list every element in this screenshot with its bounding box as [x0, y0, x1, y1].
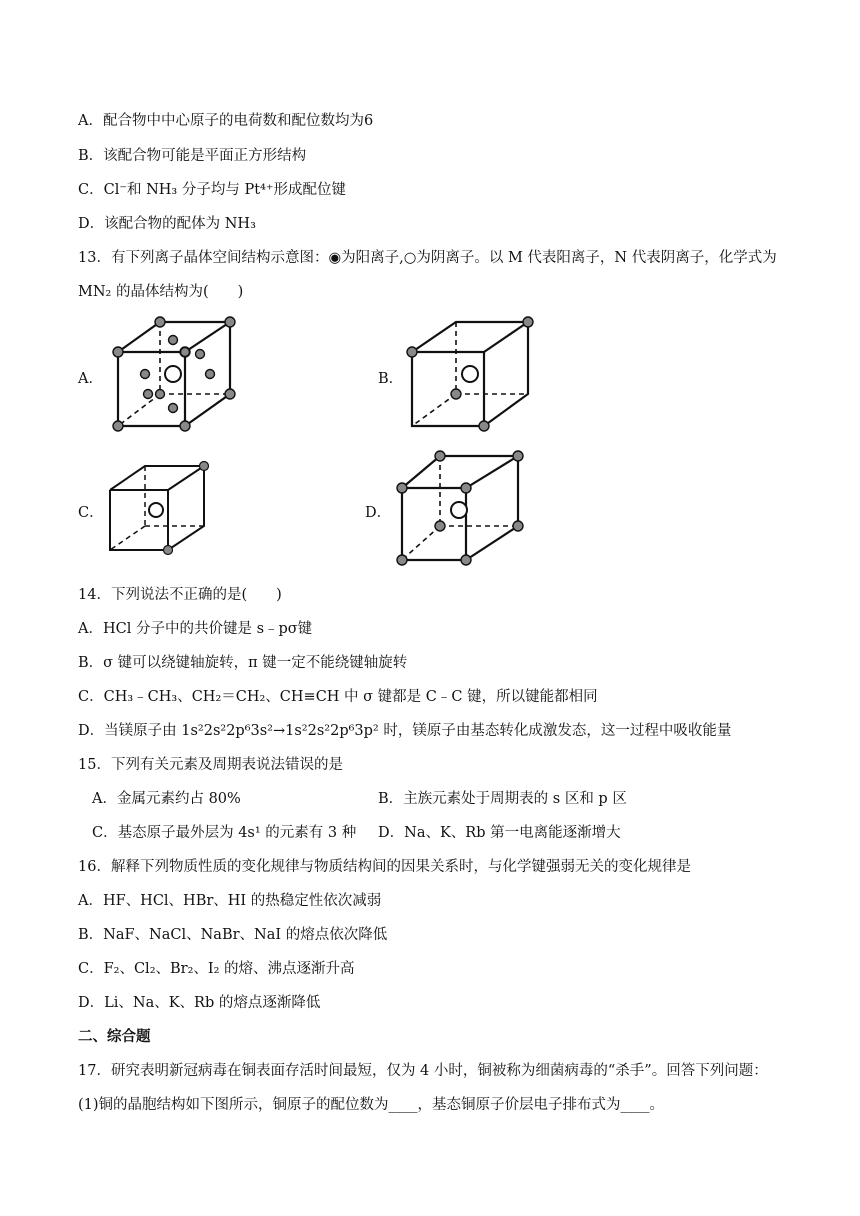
q12-option-a: A．配合物中中心原子的电荷数和配位数均为6	[78, 113, 374, 129]
q17-sub1: (1)铜的晶胞结构如下图所示，铜原子的配位数为____，基态铜原子价层电子排布式为____。	[78, 1097, 665, 1113]
q14-option-d: D．当镁原子由 1s²2s²2p⁶3s²→1s²2s²2p⁶3p² 时，镁原子由基态转化成激发态，这一过程中吸收能量	[78, 723, 732, 739]
q14-option-a: A．HCl 分子中的共价键是 s﹣pσ键	[78, 621, 313, 637]
q13-label-d: D．	[365, 505, 392, 521]
q12-option-c: C．Cl⁻和 NH₃ 分子均与 Pt⁴⁺形成配位键	[78, 182, 347, 198]
q15-stem: 15．下列有关元素及周期表说法错误的是	[78, 757, 343, 773]
q14-option-c: C．CH₃﹣CH₃、CH₂＝CH₂、CH≡CH 中 σ 键都是 C﹣C 键，所以键能都相同	[78, 689, 598, 705]
q14-stem: 14．下列说法不正确的是( )	[78, 587, 282, 603]
q12-option-b: B．该配合物可能是平面正方形结构	[78, 148, 307, 164]
q17-stem: 17．研究表明新冠病毒在铜表面存活时间最短，仅为 4 小时，铜被称为细菌病毒的“杀手”。回答下列问题：	[78, 1063, 768, 1079]
crystal-structure-c	[100, 460, 220, 560]
q12-option-d: D．该配合物的配体为 NH₃	[78, 216, 256, 232]
q15-option-c: C．基态原子最外层为 4s¹ 的元素有 3 种	[92, 825, 357, 841]
q16-stem: 16．解释下列物质性质的变化规律与物质结构间的因果关系时，与化学键强弱无关的变化规律是	[78, 859, 691, 875]
q15-option-d: D．Na、K、Rb 第一电离能逐渐增大	[378, 825, 621, 841]
crystal-structure-b	[400, 312, 540, 436]
q13-label-b: B．	[378, 371, 404, 387]
q16-option-a: A．HF、HCl、HBr、HI 的热稳定性依次减弱	[78, 893, 382, 909]
q13-stem-line1: 13．有下列离子晶体空间结构示意图：◉为阳离子,○为阴离子。以 M 代表阳离子，N 代表阴离子，化学式为	[78, 250, 777, 266]
crystal-structure-a	[100, 312, 250, 436]
q15-option-a: A．金属元素约占 80%	[92, 791, 241, 807]
q13-label-a: A．	[78, 371, 103, 387]
crystal-structure-d	[394, 448, 534, 572]
q16-option-d: D．Li、Na、K、Rb 的熔点逐渐降低	[78, 995, 321, 1011]
q14-option-b: B．σ 键可以绕键轴旋转，π 键一定不能绕键轴旋转	[78, 655, 408, 671]
q13-label-c: C．	[78, 505, 104, 521]
section-heading: 二、综合题	[78, 1028, 151, 1045]
q15-option-b: B．主族元素处于周期表的 s 区和 p 区	[378, 791, 627, 807]
q16-option-b: B．NaF、NaCl、NaBr、NaI 的熔点依次降低	[78, 927, 388, 943]
q13-stem-line2: MN₂ 的晶体结构为( )	[78, 284, 244, 300]
q16-option-c: C．F₂、Cl₂、Br₂、I₂ 的熔、沸点逐渐升高	[78, 961, 355, 977]
